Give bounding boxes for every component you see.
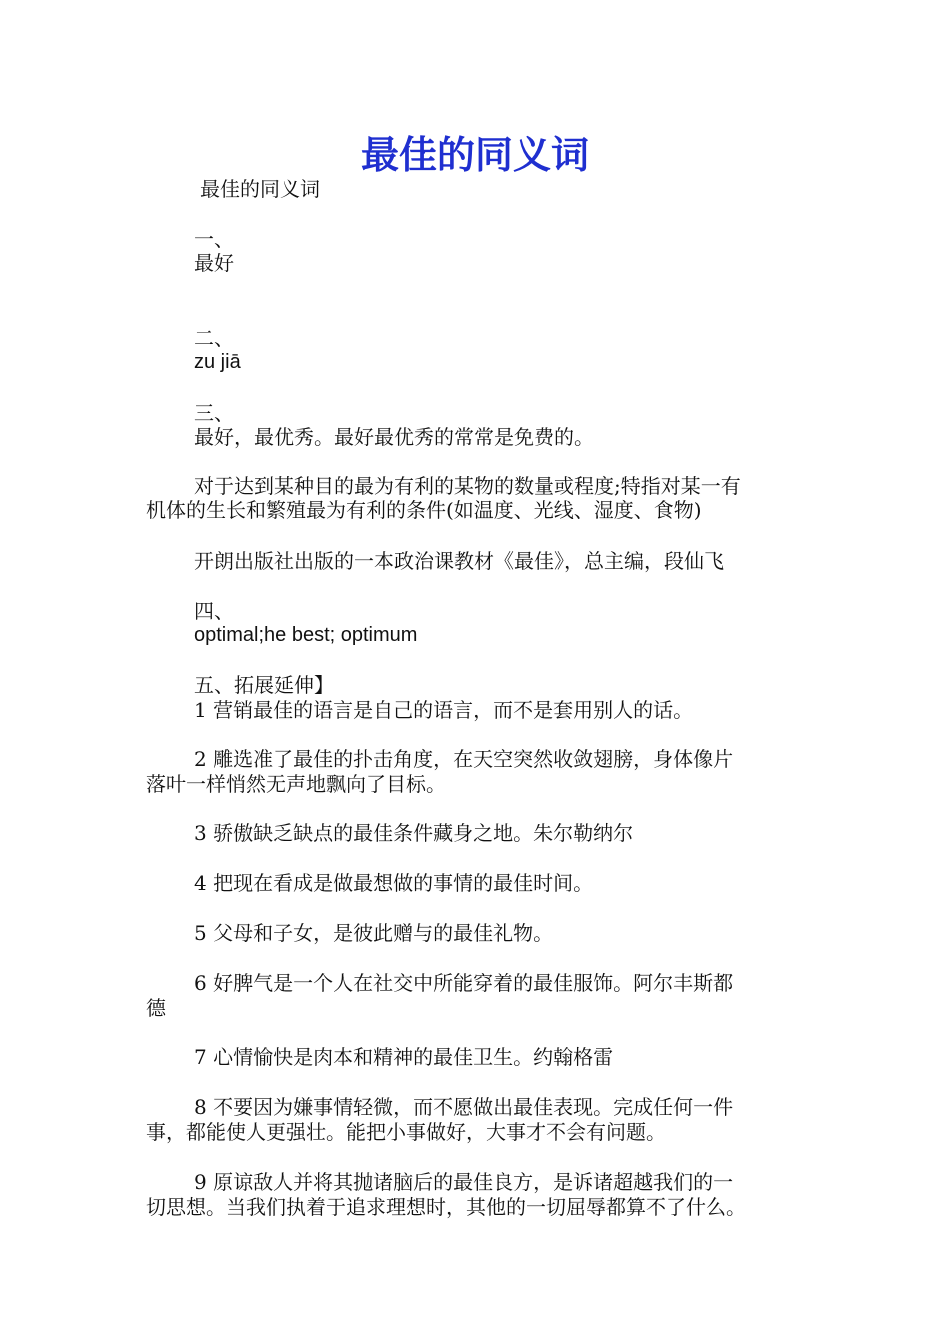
- example-2-line-1: 2 雕选准了最佳的扑击角度，在天空突然收敛翅膀，身体像片: [194, 747, 734, 771]
- section-4-text: optimal;he best; optimum: [194, 624, 418, 646]
- example-2-line-2: 落叶一样悄然无声地飘向了目标。: [146, 772, 446, 796]
- section-3-paragraph-3: 开朗出版社出版的一本政治课教材《最佳》，总主编，段仙飞: [194, 549, 724, 573]
- section-4-heading: 四、: [194, 599, 234, 623]
- section-3-paragraph-1: 最好，最优秀。最好最优秀的常常是免费的。: [194, 425, 594, 449]
- section-5-heading: 五、拓展延伸】: [194, 673, 334, 697]
- example-8-line-1: 8 不要因为嫌事情轻微，而不愿做出最佳表现。完成任何一件: [194, 1095, 734, 1119]
- example-1: 1 营销最佳的语言是自己的语言，而不是套用别人的话。: [194, 698, 694, 722]
- subtitle: 最佳的同义词: [200, 177, 320, 201]
- example-6-line-1: 6 好脾气是一个人在社交中所能穿着的最佳服饰。阿尔丰斯都: [194, 971, 734, 995]
- section-3-paragraph-2-line-1: 对于达到某种目的最为有利的某物的数量或程度;特指对某一有: [194, 474, 741, 498]
- example-9-line-1: 9 原谅敌人并将其抛诸脑后的最佳良方，是诉诸超越我们的一: [194, 1170, 734, 1194]
- section-1-text: 最好: [194, 251, 234, 275]
- example-7: 7 心情愉快是肉本和精神的最佳卫生。约翰格雷: [194, 1045, 614, 1069]
- document-title: 最佳的同义词: [360, 133, 589, 177]
- example-4: 4 把现在看成是做最想做的事情的最佳时间。: [194, 871, 594, 895]
- section-2-heading: 二、: [194, 326, 234, 350]
- section-3-heading: 三、: [194, 401, 234, 425]
- example-8-line-2: 事，都能使人更强壮。能把小事做好，大事才不会有问题。: [146, 1120, 666, 1144]
- section-1-heading: 一、: [194, 227, 234, 251]
- example-5: 5 父母和子女，是彼此赠与的最佳礼物。: [194, 921, 554, 945]
- section-3-paragraph-2-line-2: 机体的生长和繁殖最为有利的条件(如温度、光线、湿度、食物): [146, 498, 702, 522]
- example-6-line-2: 德: [146, 996, 166, 1020]
- section-2-text: zu jiā: [194, 351, 241, 373]
- example-3: 3 骄傲缺乏缺点的最佳条件藏身之地。朱尔勒纳尔: [194, 821, 634, 845]
- example-9-line-2: 切思想。当我们执着于追求理想时，其他的一切屈辱都算不了什么。: [146, 1195, 746, 1219]
